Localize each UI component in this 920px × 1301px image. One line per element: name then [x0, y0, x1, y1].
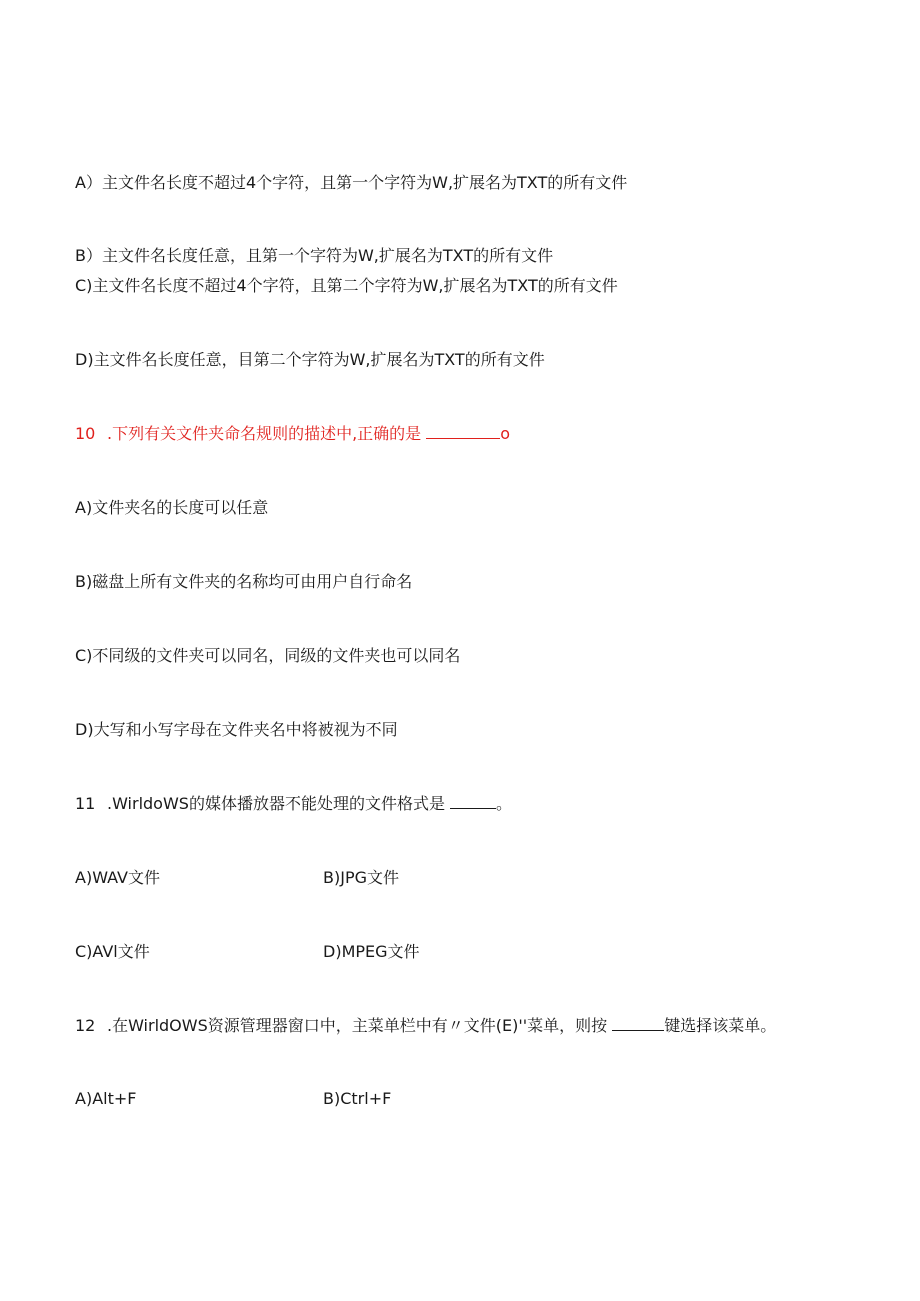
answer-blank — [450, 794, 496, 809]
question-suffix: 键选择该菜单。 — [664, 1016, 777, 1035]
answer-blank — [612, 1016, 664, 1031]
q11-question — [75, 794, 512, 814]
q11-option-b: B)JPG文件 — [323, 868, 399, 887]
question-number: 10 — [75, 424, 96, 443]
question-suffix: o — [500, 424, 511, 443]
q10-option-a: A)文件夹名的长度可以任意 — [75, 498, 269, 517]
question-number: 11 — [75, 794, 96, 813]
q12-option-b: B)Ctrl+F — [323, 1089, 392, 1108]
q11-option-d: D)MPEG文件 — [323, 942, 420, 961]
question-suffix: 。 — [496, 794, 513, 813]
q9-option-c: C)主文件名长度不超过4个字符，且第二个字符为W,扩展名为TXT的所有文件 — [75, 276, 618, 295]
q10-option-d: D)大写和小写字母在文件夹名中将被视为不同 — [75, 720, 398, 739]
question-text: .下列有关文件夹命名规则的描述中,正确的是 — [107, 424, 422, 443]
q10-option-c: C)不同级的文件夹可以同名，同级的文件夹也可以同名 — [75, 646, 461, 665]
q9-option-a: A）主文件名长度不超过4个字符，且第一个字符为W,扩展名为TXT的所有文件 — [75, 173, 628, 192]
question-number: 12 — [75, 1016, 96, 1035]
q11-option-a: A)WAV文件 — [75, 868, 161, 887]
q10-option-b: B)磁盘上所有文件夹的名称均可由用户自行命名 — [75, 572, 413, 591]
q10-question — [75, 424, 510, 444]
q12-question — [75, 1016, 776, 1036]
q9-option-d: D)主文件名长度任意，目第二个字符为W,扩展名为TXT的所有文件 — [75, 350, 545, 369]
answer-blank — [426, 424, 500, 439]
q11-option-c: C)AVl文件 — [75, 942, 150, 961]
q9-option-b: B）主文件名长度任意，且第一个字符为W,扩展名为TXT的所有文件 — [75, 246, 554, 265]
question-text: .在WirldOWS资源管理器窗口中，主菜单栏中有〃文件(E)''菜单，则按 — [107, 1016, 608, 1035]
q12-option-a: A)Alt+F — [75, 1089, 137, 1108]
question-text: .WirldoWS的媒体播放器不能处理的文件格式是 — [107, 794, 445, 813]
